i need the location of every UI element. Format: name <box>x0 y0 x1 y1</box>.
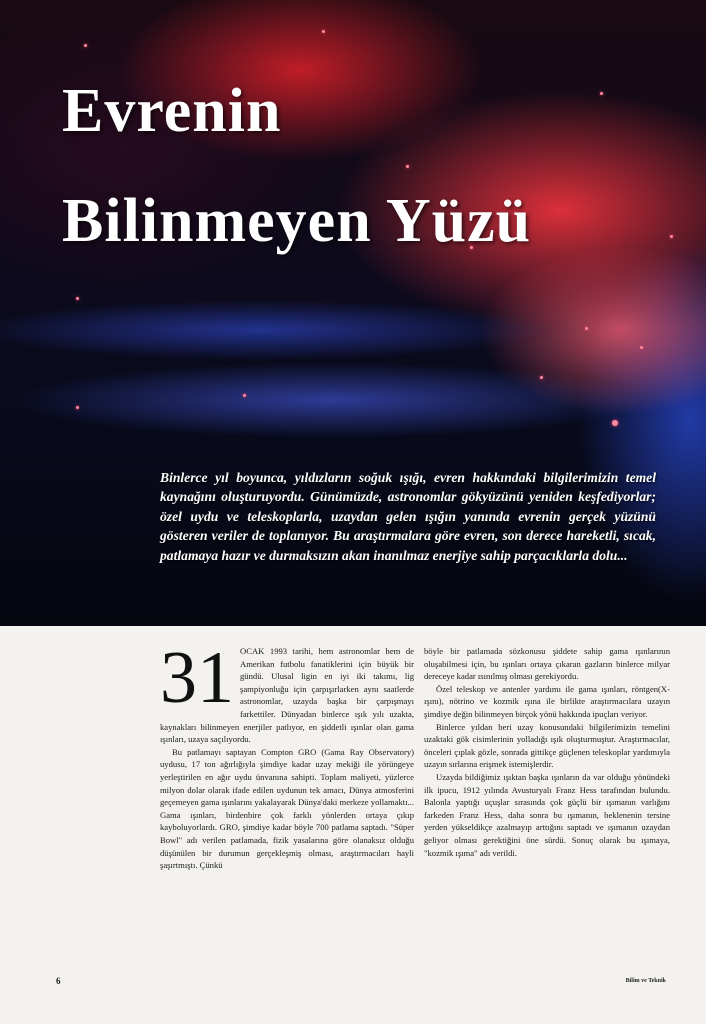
paragraph: OCAK 1993 tarihi, hem astronomlar hem de Amerikan futbolu fanatiklerini için büyük bir gündü. Ulusal ligin en iyi iki takımı, lig şampiyonluğu için çarpışırlarken aynı saatlerde astronomlar, uzayda başka bir çarpışmayı farkettiler. Dünyadan binlerce ışık yılı uzakta, kaynakları bilinmeyen enerjiler patlıyor, en şiddetli ışınlar olan gama ışınları, uzaya saçılıyordu. <box>160 646 414 745</box>
star <box>612 420 618 426</box>
title-line-1: Evrenin <box>62 77 282 145</box>
star <box>76 297 79 300</box>
star <box>406 165 409 168</box>
intro-paragraph: Binlerce yıl boyunca, yıldızların soğuk ışığı, evren hakkındaki bilgilerimizin temel kaynağını oluşturuyordu. Günümüzde, astronomlar gökyüzünü yeniden keşfediyorlar; özel uydu ve teleskoplarla, uzaydan gelen ışığın yanında evrenin gerçek yüzünü gösteren veriler de toplanıyor. Bu araştırmalara göre evren, son derece hareketli, sıcak, patlamaya hazır ve durmaksızın akan inanılmaz enerjiye sahip parçacıklarla dolu... <box>160 470 656 563</box>
star <box>540 376 543 379</box>
star <box>585 327 588 330</box>
paragraph: böyle bir patlamada sözkonusu şiddete sahip gama ışınlarının oluşabilmesi için, bu ışınları ortaya çıkaran gazların binlerce milyar dereceye kadar ısınılmış olması gerekiyordu. <box>424 646 670 682</box>
text-column-2 <box>424 645 670 859</box>
star <box>670 235 673 238</box>
star <box>84 44 87 47</box>
paragraph: Özel teleskop ve antenler yardımı ile gama ışınları, röntgen(X-ışını), nötrino ve kozmik ışına ile birlikte araştırmacılara uzayın şimdiye değin bilinmeyen birçok yönü hakkında ipuçları veriyor. <box>424 683 670 719</box>
drop-cap: 31 <box>160 637 234 719</box>
star <box>243 394 246 397</box>
magazine-name: Bilim ve Teknik <box>625 978 666 984</box>
paragraph: Bu patlamayı saptayan Compton GRO (Gama Ray Observatory) uydusu, 17 ton ağırlığıyla şimdiye kadar uzay mekiği ile yörüngeye yerleştirilen en ağır uydu ünvanına sahipti. Toplam maliyeti, yüzlerce milyon dolar olarak ifade edilen uydunun tek amacı, Dünya atmosferini geçemeyen gama ışınlarını yakalayarak Dünya'daki merkeze yollamaktı... Gama ışınları, birdenbire çok farklı yönlerden ortaya çıkıp kayboluyorlardı. GRO, şimdiye kadar böyle 700 patlama saptadı. "Süper Bowl" adı verilen patlamada, fizik yasalarına göre olanaksız olduğu düşünülen bir durumun gerçekleşmiş olması, araştırmacıları hayli şaşırtmıştı. Çünkü <box>160 746 414 871</box>
star <box>600 92 603 95</box>
star <box>640 346 643 349</box>
paragraph: Uzayda bildiğimiz ışıktan başka ışınların da var olduğu yönündeki ilk ipucu, 1912 yılında Avusturyalı Franz Hess tarafından bulundu. Balonla yaptığı uçuşlar sırasında çok güçlü bir ışımanın varlığını farkeden Franz Hess, daha sonra bu ışımanın, beklenenin tersine yerden yükseldikçe azalmayıp arttığını saptadı ve ışımanın uzaydan geliyor olması gerektiğini öne sürdü. Sonuç olarak bu ışımaya, "kozmik ışıma" adı verildi. <box>424 771 670 858</box>
paragraph: Binlerce yıldan beri uzay konusundaki bilgilerimizin temelini uzaktaki gök cisimlerinin yolladığı ışık oluşturmuştur. Araştırmacılar, önceleri çıplak gözle, sonrada gittikçe güçlenen teleskoplar yardımıyla uzayın sırlarına erişmek istemişlerdir. <box>424 721 670 770</box>
title-line-2: Bilinmeyen Yüzü <box>62 187 532 255</box>
star <box>322 30 325 33</box>
star <box>76 406 79 409</box>
text-column-1 <box>160 637 414 872</box>
page-number: 6 <box>56 976 61 986</box>
